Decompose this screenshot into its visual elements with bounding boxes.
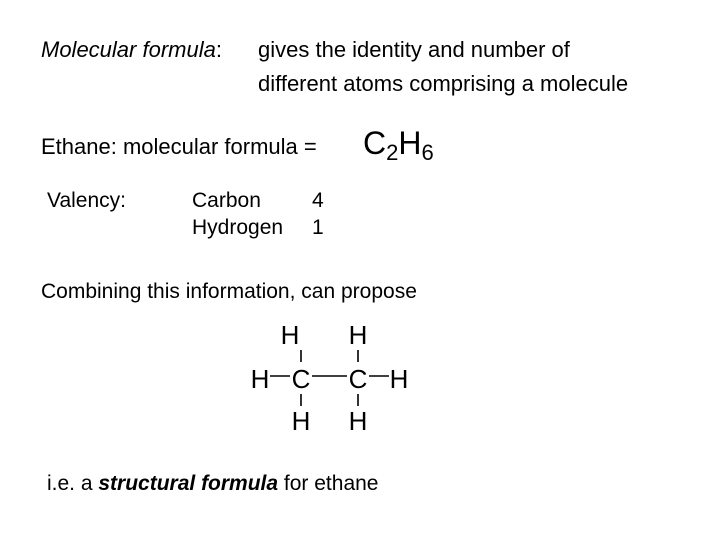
formula-hydrogen: H xyxy=(398,125,422,161)
atom-h-bottom-left: H xyxy=(291,406,311,436)
definition-term: Molecular formula xyxy=(41,37,216,62)
atom-h-right: H xyxy=(389,364,409,394)
definition-colon: : xyxy=(215,37,222,62)
conclusion-suffix: for ethane xyxy=(278,472,379,495)
atom-c-left: C xyxy=(291,364,311,394)
valency-value-carbon: 4 xyxy=(312,189,324,212)
ethane-formula xyxy=(363,125,434,165)
combining-text: Combining this information, can propose xyxy=(41,280,417,303)
formula-hydrogen-count: 6 xyxy=(421,140,434,165)
ethane-structure xyxy=(240,318,430,438)
conclusion-prefix: i.e. a xyxy=(47,472,99,495)
ethane-label: Ethane: molecular formula = xyxy=(41,134,317,159)
atom-c-right: C xyxy=(348,364,368,394)
valency-element-hydrogen: Hydrogen xyxy=(192,216,284,239)
atom-h-top-right: H xyxy=(348,320,368,350)
atom-h-top-left: H xyxy=(280,320,300,350)
formula-carbon: C xyxy=(363,125,387,161)
conclusion-emphasis: structural formula xyxy=(98,472,279,495)
atom-h-bottom-right: H xyxy=(348,406,368,436)
atom-h-left: H xyxy=(250,364,270,394)
definition-term-line xyxy=(41,37,222,63)
valency-element-carbon: Carbon xyxy=(192,189,261,212)
valency-value-hydrogen: 1 xyxy=(312,216,324,239)
definition-line-1: gives the identity and number of xyxy=(258,37,570,62)
formula-carbon-count: 2 xyxy=(386,140,399,165)
valency-label: Valency: xyxy=(47,189,126,212)
conclusion-line xyxy=(47,471,378,497)
definition-line-2: different atoms comprising a molecule xyxy=(258,71,629,96)
